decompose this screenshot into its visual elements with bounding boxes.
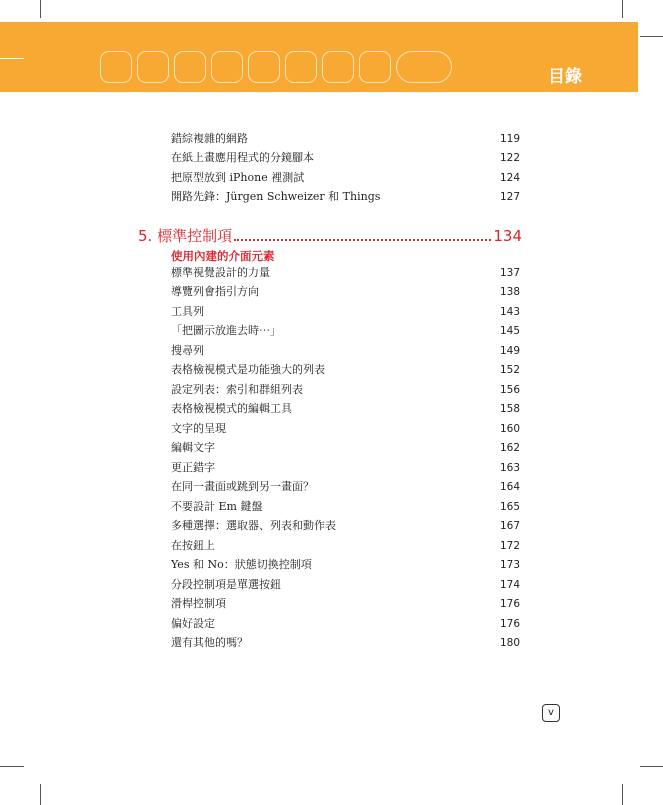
toc-entry[interactable] (171, 480, 520, 494)
toc-entry-page: 160 (499, 423, 520, 435)
decorative-pill (174, 51, 206, 83)
toc-entry-title: 表格檢視模式的編輯工具 (171, 402, 292, 415)
page-title: 目錄 (548, 67, 582, 87)
toc-entry-page: 172 (499, 540, 520, 552)
toc-entry-page: 164 (499, 481, 520, 493)
toc-entry[interactable] (171, 578, 520, 592)
toc-entry-page: 173 (499, 559, 520, 571)
decorative-pill (137, 51, 169, 83)
toc-entry[interactable] (171, 132, 520, 146)
toc-entry-page: 176 (499, 618, 520, 630)
toc-entry-page: 152 (499, 364, 520, 376)
toc-entry[interactable] (171, 422, 520, 436)
toc-entry-title: 工具列 (171, 305, 204, 318)
toc-entry[interactable] (171, 266, 520, 280)
crop-mark-bottom-left (40, 784, 41, 805)
toc-entry[interactable] (171, 539, 520, 553)
crop-mark-top-right (622, 0, 623, 18)
toc-entry-page: 158 (499, 403, 520, 415)
toc-entry-title: 偏好設定 (171, 617, 215, 630)
toc-entry[interactable] (171, 285, 520, 299)
chapter-heading[interactable] (138, 225, 522, 246)
decorative-pill (211, 51, 243, 83)
toc-entry[interactable] (171, 363, 520, 377)
toc-entry-title: 分段控制項是單選按鈕 (171, 578, 281, 591)
toc-entry-title: 開路先鋒：Jürgen Schweizer 和 Things (171, 190, 381, 203)
toc-entry-title: 導覽列會指引方向 (171, 285, 259, 298)
toc-entry[interactable] (171, 171, 520, 185)
toc-entry-page: 138 (499, 286, 520, 298)
toc-entry-title: 滑桿控制項 (171, 597, 226, 610)
toc-entry-title: 還有其他的嗎？ (171, 636, 248, 649)
chapter-page: 134 (493, 227, 522, 245)
toc-entry[interactable] (171, 636, 520, 650)
toc-entry-title: 在同一畫面或跳到另一畫面？ (171, 480, 314, 493)
toc-entry-page: 165 (499, 501, 520, 513)
toc-entry-page: 143 (499, 306, 520, 318)
decorative-pill-row (100, 51, 452, 83)
toc-entry[interactable] (171, 617, 520, 631)
dot-leader (234, 239, 491, 241)
toc-entry-title: 標準視覺設計的力量 (171, 266, 270, 279)
toc-entry-title: 在紙上畫應用程式的分鏡腳本 (171, 151, 314, 164)
toc-entry[interactable] (171, 402, 520, 416)
toc-entry-title: Yes 和 No：狀態切換控制項 (171, 558, 312, 571)
decorative-pill (285, 51, 317, 83)
toc-entry-page: 124 (499, 172, 520, 184)
crop-mark-bottom-right-h (640, 766, 663, 767)
toc-entry-page: 174 (499, 579, 520, 591)
toc-entry[interactable] (171, 344, 520, 358)
toc-entry-page: 176 (499, 598, 520, 610)
toc-entry-page: 180 (499, 637, 520, 649)
toc-entry[interactable] (171, 324, 520, 338)
toc-entry-page: 119 (499, 133, 520, 145)
toc-entry-title: 表格檢視模式是功能強大的列表 (171, 363, 325, 376)
banner-rule (0, 58, 24, 59)
page-number-badge: v (542, 704, 560, 722)
toc-entry[interactable] (171, 383, 520, 397)
chapter-title: 5. 標準控制項 (138, 227, 233, 245)
toc-entry-page: 162 (499, 442, 520, 454)
toc-entry[interactable] (171, 190, 520, 204)
toc-entry-page: 137 (499, 267, 520, 279)
decorative-pill-wide (396, 51, 452, 83)
toc-entry-title: 錯綜複雜的網路 (171, 132, 248, 145)
toc-entry[interactable] (171, 500, 520, 514)
toc-entry-page: 167 (499, 520, 520, 532)
crop-mark-bottom-right (622, 784, 623, 805)
toc-entry[interactable] (171, 597, 520, 611)
decorative-pill (100, 51, 132, 83)
toc-entry[interactable] (171, 519, 520, 533)
toc-entry-title: 搜尋列 (171, 344, 204, 357)
toc-entry-title: 在按鈕上 (171, 539, 215, 552)
toc-entry-title: 把原型放到 iPhone 裡測試 (171, 171, 305, 184)
toc-entry-page: 149 (499, 345, 520, 357)
crop-mark-bottom-left-h (0, 766, 24, 767)
crop-mark-top-left (40, 0, 41, 18)
toc-entry-title: 設定列表：索引和群組列表 (171, 383, 303, 396)
toc-entry[interactable] (171, 441, 520, 455)
toc-entry[interactable] (171, 461, 520, 475)
decorative-pill (248, 51, 280, 83)
toc-entry-page: 156 (499, 384, 520, 396)
decorative-pill (359, 51, 391, 83)
toc-entry[interactable] (171, 558, 520, 572)
toc-entry-title: 文字的呈現 (171, 422, 226, 435)
toc-entry-page: 145 (499, 325, 520, 337)
toc-entry-page: 127 (499, 191, 520, 203)
toc-entry-page: 163 (499, 462, 520, 474)
toc-entry-title: 「把圖示放進去時⋯」 (171, 324, 281, 337)
toc-entry-title: 編輯文字 (171, 441, 215, 454)
toc-entry-title: 不要設計 Em 鍵盤 (171, 500, 263, 513)
toc-entry-title: 更正錯字 (171, 461, 215, 474)
toc-entry-page: 122 (499, 152, 520, 164)
crop-mark-top-right-h (640, 36, 663, 37)
toc-entry-title: 多種選擇：選取器、列表和動作表 (171, 519, 336, 532)
section-heading: 使用內建的介面元素 (171, 249, 275, 263)
decorative-pill (322, 51, 354, 83)
toc-entry[interactable] (171, 305, 520, 319)
toc-entry[interactable] (171, 151, 520, 165)
